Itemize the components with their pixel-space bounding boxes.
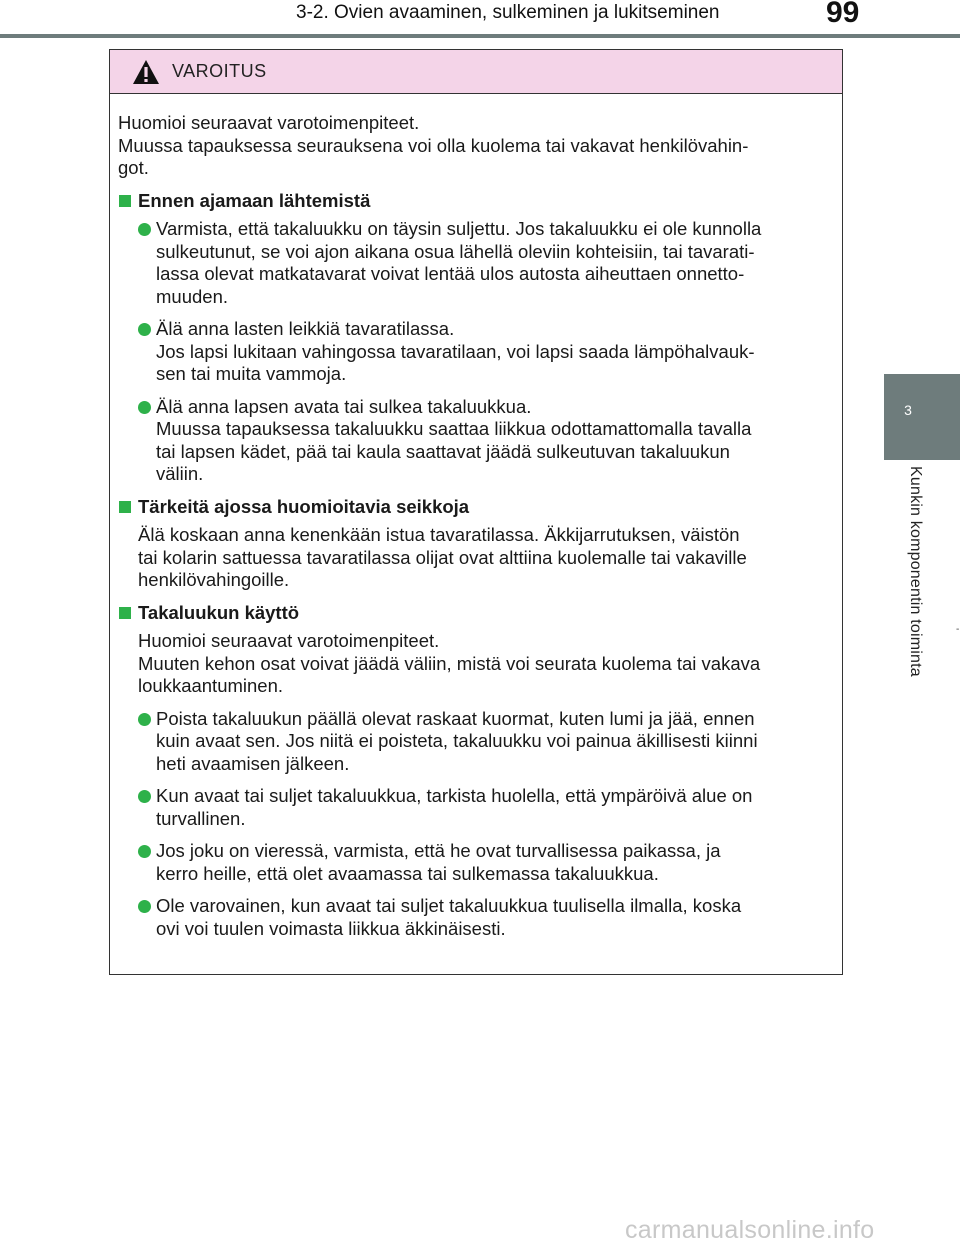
section-text: Älä koskaan anna kenenkään istua tavaratilassa. Äkkijarrutuksen, väistön tai kolarin sattuessa tavaratilassa olijat ovat alttiina kuolemalle tai vakaville henkilövahingoille. [138,524,747,590]
green-bullet-icon [138,401,151,414]
green-square-icon [119,195,131,207]
section-heading: Tärkeitä ajossa huomioitavia seikkoja [118,496,828,519]
green-bullet-icon [138,900,151,913]
intro-line: Huomioi seuraavat varotoimenpiteet. [118,112,420,133]
chapter-label: Kunkin komponentin toiminta [907,466,924,677]
section-heading: Takaluukun käyttö [118,602,828,625]
section-heading: Ennen ajamaan lähtemistä [118,190,828,213]
warning-header [110,50,842,94]
green-bullet-icon [138,790,151,803]
intro-line: Muussa tapauksessa seurauksena voi olla kuolema tai vakavat henkilövahin- [118,134,749,156]
intro-line: got. [118,157,149,178]
watermark: carmanualsonline.info [625,1216,875,1244]
green-bullet-icon [138,845,151,858]
list-item: Älä anna lapsen avata tai sulkea takaluukkua. Muussa tapauksessa takaluukku saattaa liikkua odottamattomalla tavalla tai lapsen kädet, pää tai kaula saattavat jäädä sulkeutuvan takaluukun väliin. [118,396,828,486]
list-item: Kun avaat tai suljet takaluukkua, tarkista huolella, että ympäröivä alue on turvallinen. [118,785,828,830]
list-item: Ole varovainen, kun avaat tai suljet takaluukkua tuulisella ilmalla, koska ovi voi tuulen voimasta liikkua äkkinäisesti. [118,895,828,940]
warning-content [118,112,828,950]
list-item: Poista takaluukun päällä olevat raskaat kuormat, kuten lumi ja jää, ennen kuin avaat sen. Jos niitä ei poisteta, takaluukku voi painua äkillisesti kiinni heti avaamisen jälkeen. [118,708,828,776]
warning-box [109,49,843,975]
warning-triangle-icon [132,59,160,85]
section-text: Huomioi seuraavat varotoimenpiteet. Muuten kehon osat voivat jäädä väliin, mistä voi seurata kuolema tai vakava loukkaantuminen. [138,630,761,696]
list-item: Jos joku on vieressä, varmista, että he ovat turvallisessa paikassa, ja kerro heille, että olet avaamassa tai sulkemassa takaluukkua. [118,840,828,885]
green-bullet-icon [138,223,151,236]
side-mark: - [956,624,960,635]
warning-intro [118,112,828,180]
warning-title: VAROITUS [172,61,267,81]
page-number: 99 [826,0,860,29]
chapter-number: 3 [904,402,912,418]
green-bullet-icon [138,323,151,336]
green-square-icon [119,501,131,513]
green-square-icon [119,607,131,619]
header-rule [0,34,960,38]
list-item: Älä anna lasten leikkiä tavaratilassa. Jos lapsi lukitaan vahingossa tavaratilaan, voi lapsi saada lämpöhalvauk- sen tai muita vammoja. [118,318,828,386]
green-bullet-icon [138,713,151,726]
list-item: Varmista, että takaluukku on täysin suljettu. Jos takaluukku ei ole kunnolla sulkeutunut, se voi ajon aikana osua lähellä oleviin kohteisiin, tai tavarati- lassa olevat matkatavarat voivat lentää ulos autosta aiheuttaen onnetto- muuden. [118,218,828,308]
header-title: 3-2. Ovien avaaminen, sulkeminen ja lukitseminen [296,2,720,23]
